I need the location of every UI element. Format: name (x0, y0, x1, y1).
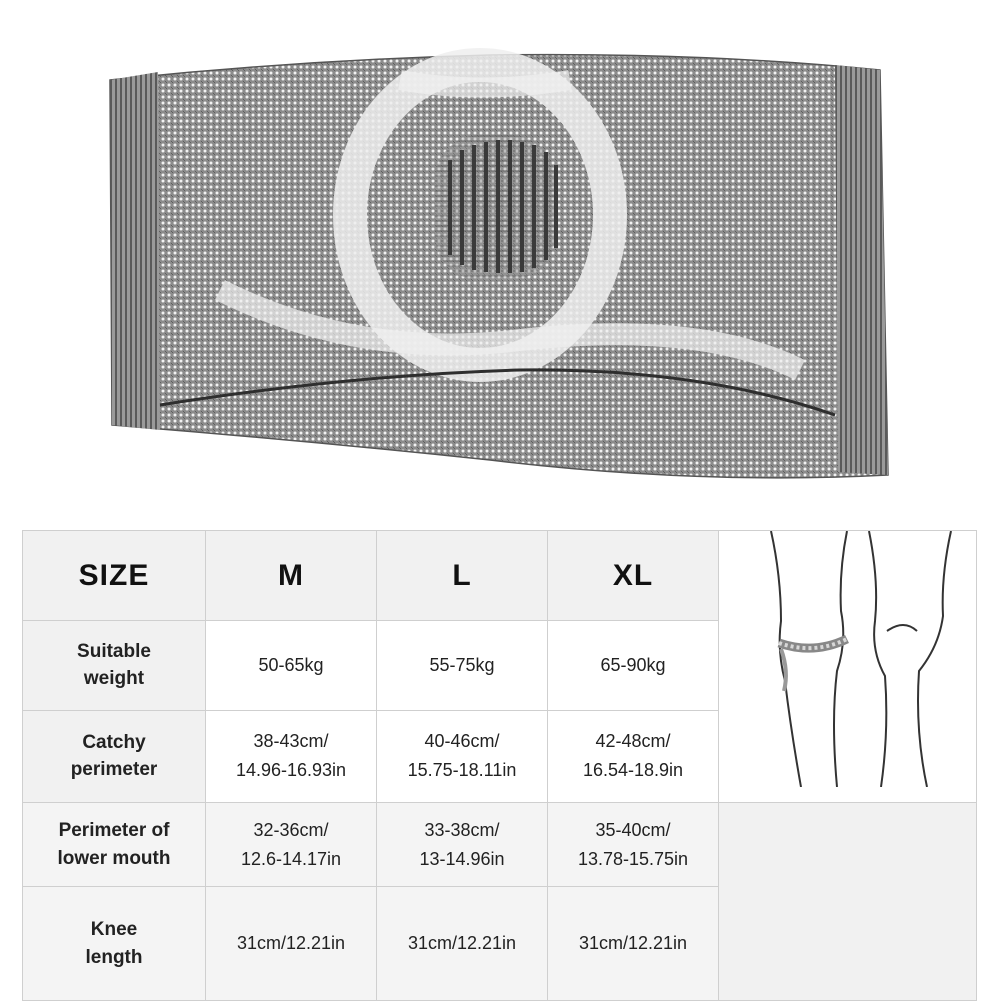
cell-m-knee-length: 31cm/12.21in (206, 887, 377, 1001)
size-header-row (23, 531, 977, 621)
size-header-l: L (377, 531, 548, 621)
cell-l-knee-length: 31cm/12.21in (377, 887, 548, 1001)
cell-l-lower-mouth: 33-38cm/ 13-14.96in (377, 803, 548, 887)
knee-sleeve-image (100, 40, 890, 510)
cell-l-weight: 55-75kg (377, 621, 548, 710)
cell-xl-lower-mouth: 35-40cm/ 13.78-15.75in (548, 803, 719, 887)
empty-cell (719, 803, 977, 1001)
row-label-suitable-weight: Suitable weight (23, 621, 206, 710)
size-header-label: SIZE (23, 531, 206, 621)
size-header-m: M (206, 531, 377, 621)
size-chart-table (22, 530, 977, 1001)
table-row (23, 803, 977, 887)
row-label-knee-length: Knee length (23, 887, 206, 1001)
cell-m-lower-mouth: 32-36cm/ 12.6-14.17in (206, 803, 377, 887)
row-label-lower-mouth: Perimeter of lower mouth (23, 803, 206, 887)
cell-xl-catchy: 42-48cm/ 16.54-18.9in (548, 710, 719, 802)
cell-m-catchy: 38-43cm/ 14.96-16.93in (206, 710, 377, 802)
row-label-catchy-perimeter: Catchy perimeter (23, 710, 206, 802)
leg-measurement-icon (719, 531, 977, 787)
size-header-xl: XL (548, 531, 719, 621)
cell-l-catchy: 40-46cm/ 15.75-18.11in (377, 710, 548, 802)
cell-xl-knee-length: 31cm/12.21in (548, 887, 719, 1001)
cell-m-weight: 50-65kg (206, 621, 377, 710)
cell-xl-weight: 65-90kg (548, 621, 719, 710)
measurement-diagram-cell (719, 531, 977, 803)
